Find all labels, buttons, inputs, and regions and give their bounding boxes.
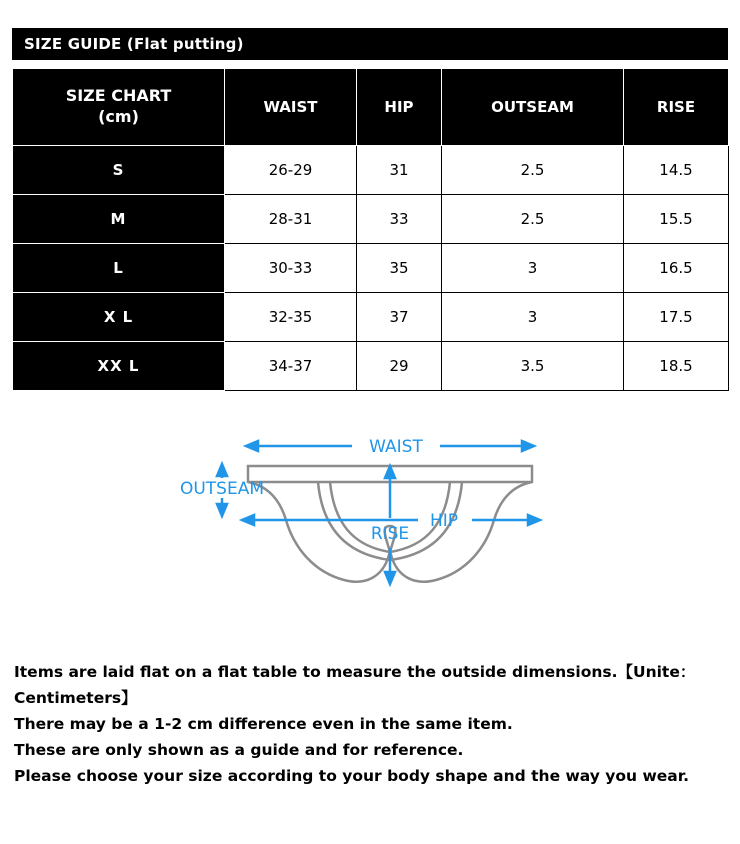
outseam-label: OUTSEAM bbox=[179, 479, 265, 499]
table-row bbox=[13, 146, 729, 195]
column-header-waist: WAIST bbox=[225, 69, 357, 146]
column-header-hip: HIP bbox=[357, 69, 442, 146]
waist-label: WAIST bbox=[369, 437, 423, 457]
cell-m-rise: 15.5 bbox=[624, 195, 729, 244]
cell-xl-waist: 32-35 bbox=[225, 293, 357, 342]
note-line-3: There may be a 1-2 cm difference even in the same item. bbox=[14, 715, 513, 734]
column-header-rise: RISE bbox=[624, 69, 729, 146]
cell-m-outseam: 2.5 bbox=[442, 195, 624, 244]
cell-s-outseam: 2.5 bbox=[442, 146, 624, 195]
column-header-size-chart-line1: SIZE CHART bbox=[65, 86, 172, 106]
table-row bbox=[13, 195, 729, 244]
cell-xl-outseam: 3 bbox=[442, 293, 624, 342]
measurement-diagram bbox=[0, 408, 740, 628]
cell-xxl-outseam: 3.5 bbox=[442, 342, 624, 391]
cell-m-hip: 33 bbox=[357, 195, 442, 244]
size-guide-title-bar bbox=[12, 28, 728, 60]
row-label-xl: X L bbox=[13, 293, 225, 342]
size-chart-table bbox=[12, 68, 729, 391]
cell-l-hip: 35 bbox=[357, 244, 442, 293]
cell-xxl-hip: 29 bbox=[357, 342, 442, 391]
cell-s-waist: 26-29 bbox=[225, 146, 357, 195]
note-line-1: Items are laid flat on a flat table to measure the outside dimensions.【Unite： bbox=[14, 663, 696, 681]
cell-xxl-rise: 18.5 bbox=[624, 342, 729, 391]
row-label-s: S bbox=[13, 146, 225, 195]
table-row bbox=[13, 293, 729, 342]
cell-m-waist: 28-31 bbox=[225, 195, 357, 244]
row-label-m: M bbox=[13, 195, 225, 244]
cell-l-rise: 16.5 bbox=[624, 244, 729, 293]
page-title: SIZE GUIDE (Flat putting) bbox=[24, 35, 244, 53]
column-header-size-chart-line2: (cm) bbox=[98, 107, 139, 126]
column-header-outseam: OUTSEAM bbox=[442, 69, 624, 146]
note-line-4: These are only shown as a guide and for reference. bbox=[14, 741, 464, 760]
table-row bbox=[13, 244, 729, 293]
hip-label: HIP bbox=[429, 511, 459, 531]
cell-l-outseam: 3 bbox=[442, 244, 624, 293]
table-header-row bbox=[13, 69, 729, 146]
cell-s-hip: 31 bbox=[357, 146, 442, 195]
rise-label: RISE bbox=[370, 524, 410, 544]
row-label-xxl: XX L bbox=[13, 342, 225, 391]
cell-xxl-waist: 34-37 bbox=[225, 342, 357, 391]
cell-xl-rise: 17.5 bbox=[624, 293, 729, 342]
row-label-l: L bbox=[13, 244, 225, 293]
note-line-2: Centimeters】 bbox=[14, 689, 137, 708]
cell-s-rise: 14.5 bbox=[624, 146, 729, 195]
table-row bbox=[13, 342, 729, 391]
column-header-size-chart bbox=[13, 69, 225, 146]
cell-l-waist: 30-33 bbox=[225, 244, 357, 293]
cell-xl-hip: 37 bbox=[357, 293, 442, 342]
measurement-notes bbox=[14, 660, 730, 791]
note-line-5: Please choose your size according to your body shape and the way you wear. bbox=[14, 767, 690, 786]
